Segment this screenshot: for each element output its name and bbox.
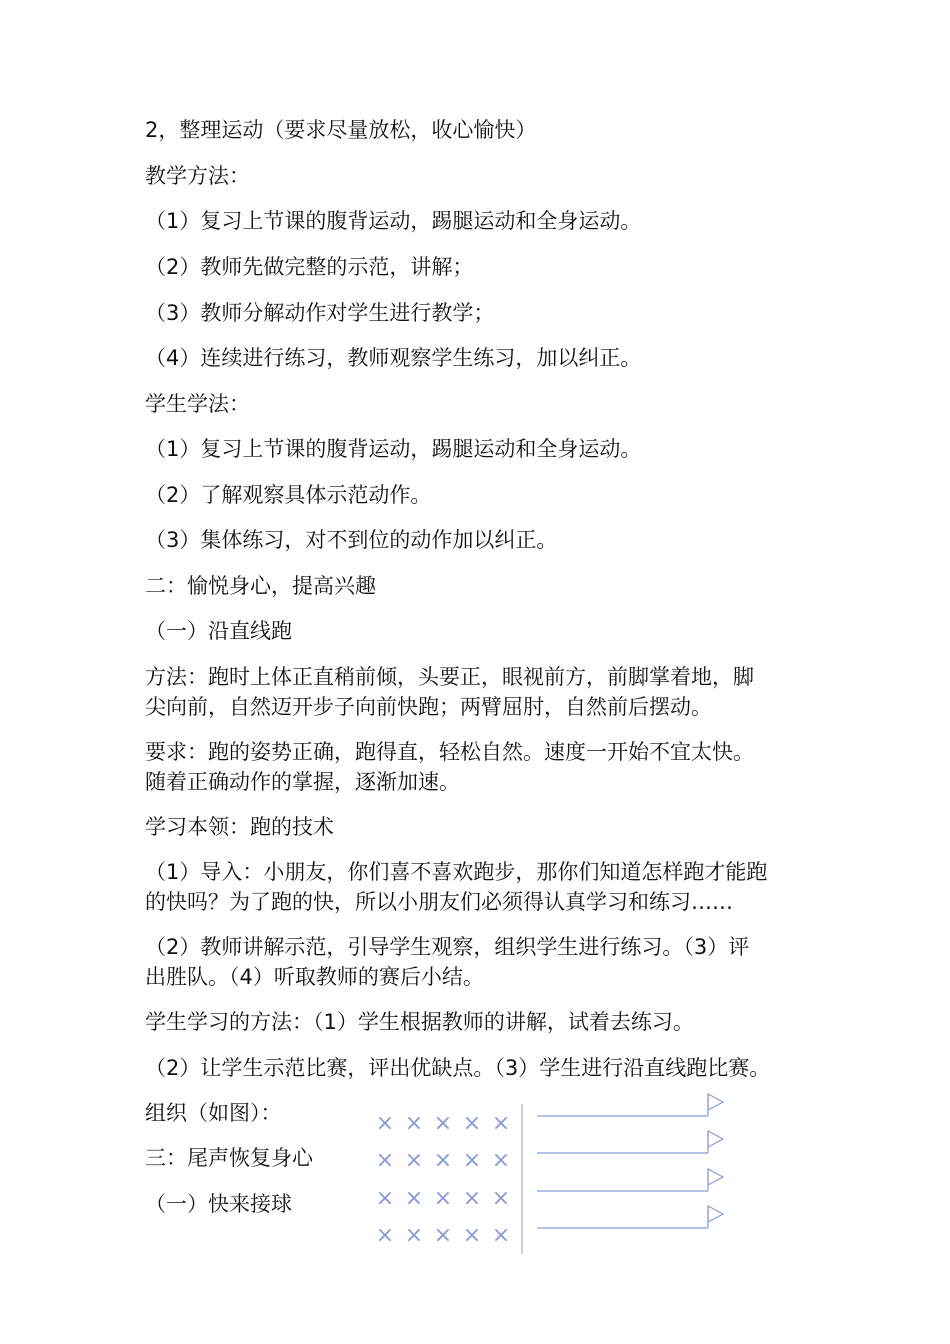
text-line: （2）教师先做完整的示范，讲解； — [145, 255, 474, 279]
lane-with-flag — [537, 1206, 723, 1228]
paragraph-line: 随着正确动作的掌握，逐渐加速。 — [145, 770, 460, 794]
paragraph-line: （2）教师讲解示范，引导学生观察，组织学生进行练习。（3）评 — [145, 935, 750, 959]
paragraph-line: 三：尾声恢复身心 — [145, 1146, 313, 1170]
student-mark: × — [462, 1111, 482, 1136]
student-mark: × — [375, 1111, 395, 1136]
student-mark: × — [375, 1148, 395, 1173]
paragraph — [145, 932, 810, 992]
flag-icon — [708, 1169, 723, 1185]
text-line: 教学方法： — [145, 164, 250, 188]
text-line: 2，整理运动（要求尽量放松，收心愉快） — [145, 118, 537, 142]
paragraph — [145, 857, 810, 917]
paragraph-line: 尖向前，自然迈开步子向前快跑；两臂屈肘，自然前后摆动。 — [145, 695, 712, 719]
paragraph-line: 学习本领：跑的技术 — [145, 815, 334, 839]
paragraph-line: （1）导入：小朋友，你们喜不喜欢跑步，那你们知道怎样跑才能跑 — [145, 860, 768, 884]
flag-icon — [708, 1131, 723, 1147]
formation-diagram — [370, 1092, 730, 1262]
student-mark: × — [404, 1111, 424, 1136]
lane-with-flag — [537, 1131, 723, 1153]
student-mark: × — [462, 1148, 482, 1173]
paragraph-line: 要求：跑的姿势正确，跑得直，轻松自然。速度一开始不宜太快。 — [145, 740, 754, 764]
text-line: （2）了解观察具体示范动作。 — [145, 483, 432, 507]
student-mark: × — [491, 1186, 511, 1211]
paragraph — [145, 812, 810, 842]
paragraph-line: 学生学习的方法：（1）学生根据教师的讲解，试着去练习。 — [145, 1010, 694, 1034]
lane-with-flag — [537, 1094, 723, 1116]
flag-icon — [708, 1206, 723, 1222]
paragraph-line: 方法：跑时上体正直稍前倾，头要正，眼视前方，前脚掌着地，脚 — [145, 665, 754, 689]
paragraph-line: （一）快来接球 — [145, 1192, 292, 1216]
text-line: 学生学法： — [145, 392, 250, 416]
flag-icon — [708, 1094, 723, 1110]
paragraph-line: 组织（如图）： — [145, 1101, 282, 1125]
student-mark: × — [404, 1148, 424, 1173]
text-line: 二：愉悦身心，提高兴趣 — [145, 574, 376, 598]
paragraph-line: 的快吗？为了跑的快，所以小朋友们必须得认真学习和练习…… — [145, 890, 733, 914]
text-line: （3）教师分解动作对学生进行教学； — [145, 301, 495, 325]
student-mark: × — [462, 1186, 482, 1211]
lane-with-flag — [537, 1169, 723, 1191]
student-mark: × — [491, 1148, 511, 1173]
student-mark: × — [491, 1111, 511, 1136]
student-mark: × — [433, 1186, 453, 1211]
paragraph-line: （2）让学生示范比赛，评出优缺点。（3）学生进行沿直线跑比赛。 — [145, 1056, 771, 1080]
text-line: （一）沿直线跑 — [145, 619, 292, 643]
paragraph — [145, 737, 810, 797]
student-mark: × — [433, 1148, 453, 1173]
student-mark: × — [375, 1223, 395, 1248]
student-mark: × — [433, 1223, 453, 1248]
text-line: （3）集体练习，对不到位的动作加以纠正。 — [145, 528, 558, 552]
paragraph — [145, 1007, 810, 1037]
student-mark: × — [491, 1223, 511, 1248]
student-mark: × — [404, 1186, 424, 1211]
student-mark: × — [462, 1223, 482, 1248]
text-line: （1）复习上节课的腹背运动，踢腿运动和全身运动。 — [145, 209, 642, 233]
paragraph-line: 出胜队。（4）听取教师的赛后小结。 — [145, 965, 484, 989]
student-mark: × — [433, 1111, 453, 1136]
paragraph — [145, 662, 810, 722]
student-mark: × — [375, 1186, 395, 1211]
text-line: （1）复习上节课的腹背运动，踢腿运动和全身运动。 — [145, 437, 642, 461]
text-line: （4）连续进行练习，教师观察学生练习，加以纠正。 — [145, 346, 642, 370]
student-mark: × — [404, 1223, 424, 1248]
paragraph — [145, 1053, 810, 1083]
